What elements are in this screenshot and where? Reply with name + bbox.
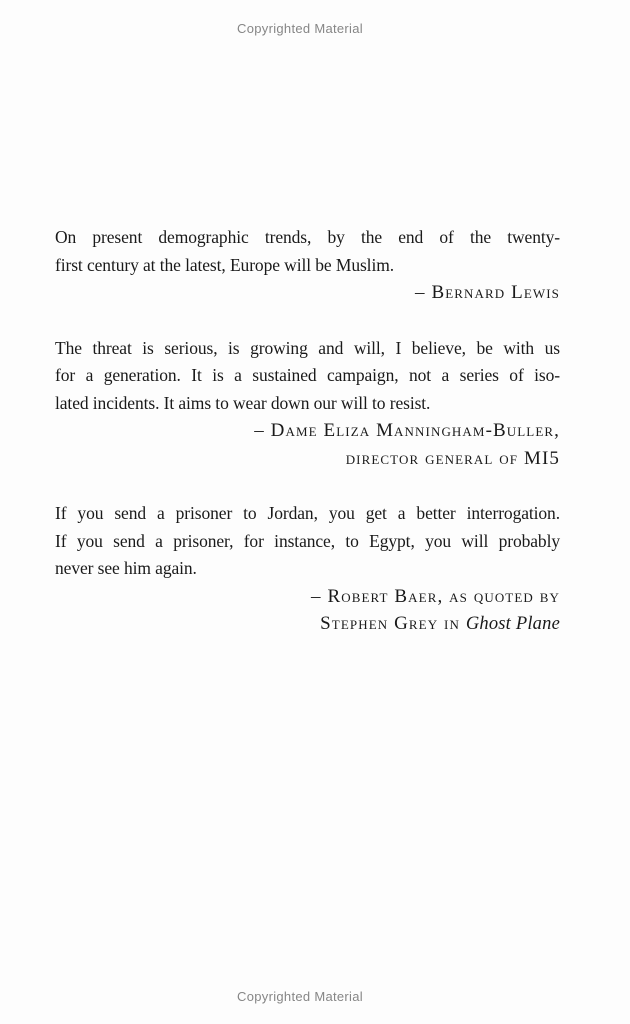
quote-3-attribution-name: – Robert Baer, as quoted by [311,585,560,607]
quote-block-3 [55,500,560,639]
quote-2-attribution-title [55,445,560,473]
quote-3-line-2: If you send a prisoner, for instance, to Egypt, you will probably [55,530,560,551]
quote-2-attribution [55,417,560,445]
quote-3-line-1: If you send a prisoner to Jordan, you get a better interrogation. [55,503,560,523]
quote-3-attribution-source [55,610,560,639]
quote-2-line-1: The threat is serious, is growing and will, I believe, be with us [55,337,560,358]
quote-2-line-2: for a generation. It is a sustained campaign, not a series of iso- [55,365,560,385]
quote-1-attribution [55,279,560,307]
copyright-watermark-bottom: Copyrighted Material [237,989,363,1004]
quote-1-line-1: On present demographic trends, by the end of the twenty- [55,227,560,247]
quote-2-attribution-name: – Dame Eliza Manningham-Buller, [254,420,560,441]
quote-3-line-3: never see him again. [55,558,197,578]
quote-1-attribution-name: – Bernard Lewis [415,282,560,303]
quote-3-attribution-quoter: Stephen Grey in [320,613,466,634]
quote-block-2 [55,335,560,473]
quote-block-1 [55,224,560,307]
quote-2-attribution-role: director general of MI5 [345,447,560,469]
quote-2-line-3: lated incidents. It aims to wear down our will to resist. [55,392,431,413]
quote-3-attribution [55,583,560,611]
quote-3-attribution-book-title: Ghost Plane [465,614,560,634]
copyright-watermark-top: Copyrighted Material [237,21,363,36]
epigraph-content [55,224,560,639]
quote-1-line-2: first century at the latest, Europe will be Muslim. [55,254,394,275]
